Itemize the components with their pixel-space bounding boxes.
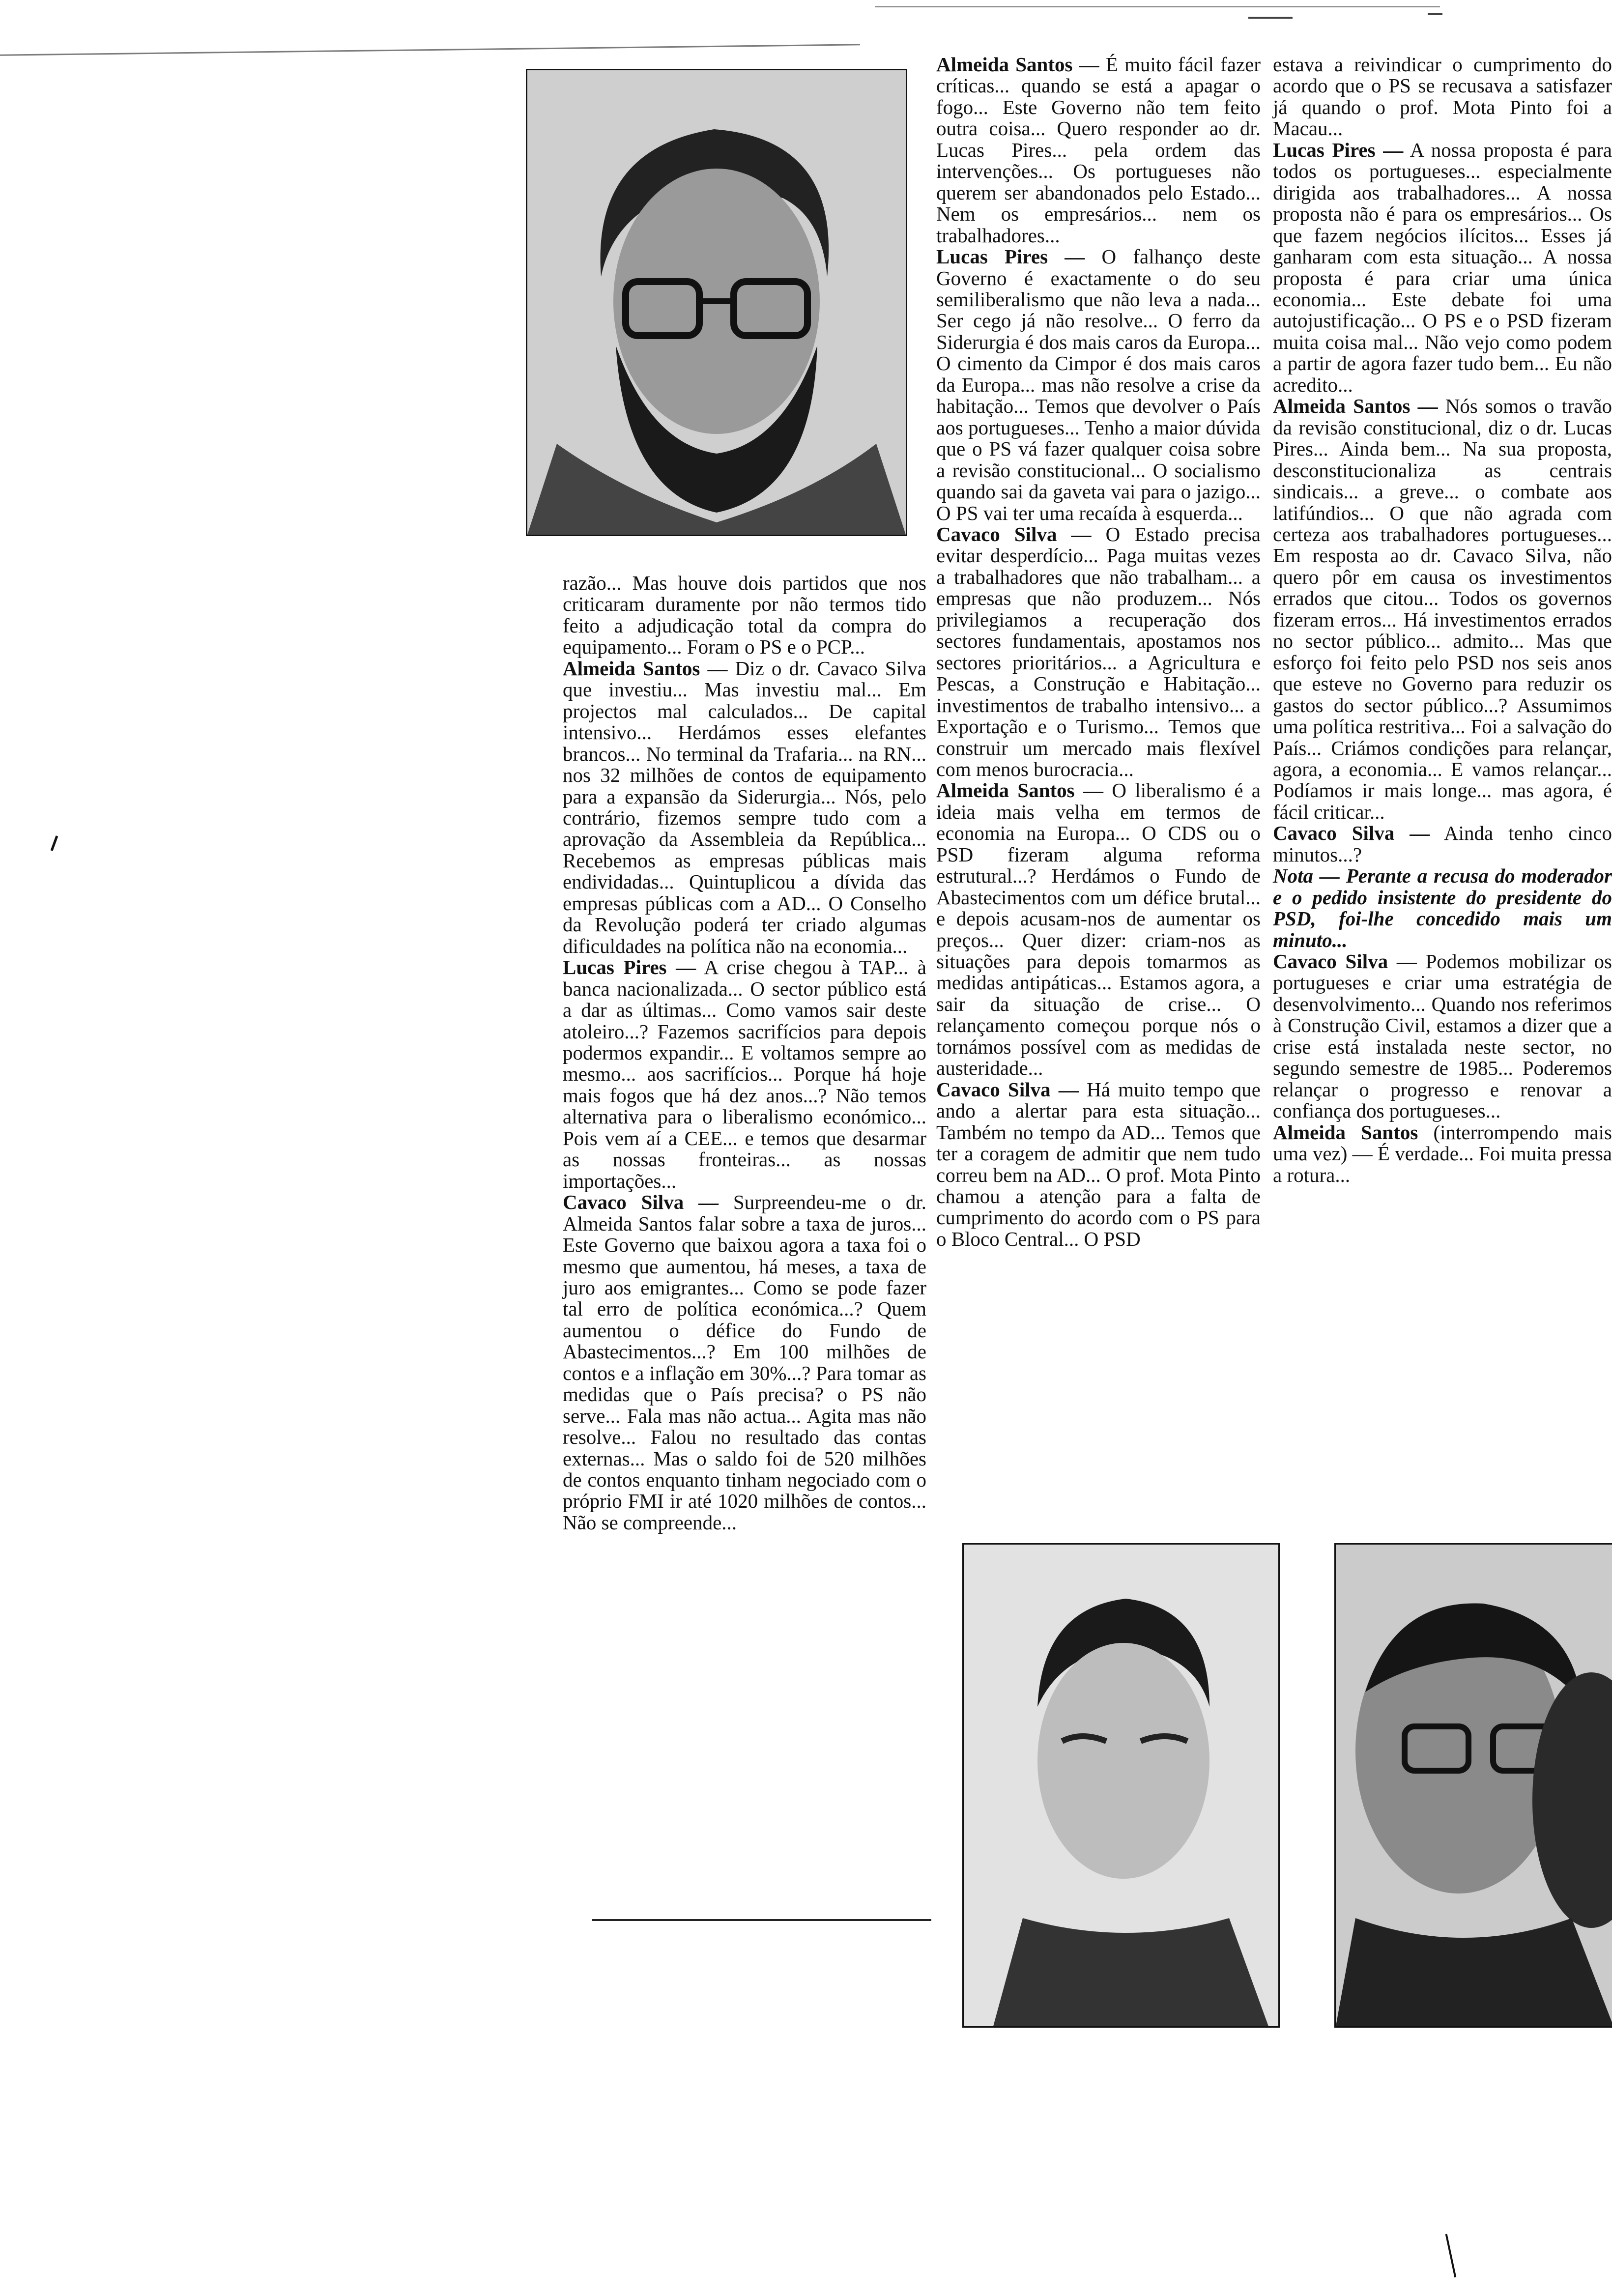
speaker-name: Almeida Santos —	[936, 53, 1099, 76]
article-column-3	[1273, 54, 1612, 1186]
scan-edge-mark	[1428, 13, 1442, 15]
scan-edge-mark	[0, 44, 860, 56]
paragraph-text: A crise chegou à TAP... à banca nacionalizada... O sector público está a dar as últimas... Como vamos sair deste atoleiro...? Fazemos sacrifícios para depois podermos expandir... E voltamos sempre ao mesmo... aos sacrifícios... Porque há hoje mais fogos que há dez anos...? Não temos alternativa para o liberalismo económico... Pois vem aí a CEE... e temos que desarmar as nossas fronteiras... as nossas importações...	[563, 956, 926, 1192]
speaker-name: Cavaco Silva —	[1273, 950, 1417, 973]
portrait-photo-young-man	[962, 1543, 1280, 2028]
paragraph-text: (interrompendo mais uma vez) — É verdade... Foi muita pressa a rotura...	[1273, 1120, 1612, 1186]
paragraph	[936, 524, 1261, 780]
scan-edge-mark	[875, 6, 1440, 7]
article-column-1	[563, 573, 926, 1533]
speaker-name: Lucas Pires —	[1273, 138, 1404, 161]
paragraph: estava a reivindicar o cumprimento do acordo que o PS se recusava a satisfazer já quando o prof. Mota Pinto foi a Macau...	[1273, 53, 1612, 140]
paragraph	[1273, 823, 1612, 865]
paragraph-text: Surpreendeu-me o dr. Almeida Santos falar sobre a taxa de juros... Este Governo que baixou agora a taxa foi o mesmo que aumentou, há meses, a taxa de juro aos emigrantes... Como se pode fazer tal erro de política económica...? Quem aumentou o défice do Fundo de Abastecimentos...? Em 100 milhões de contos e a inflação em 30%...? Para tomar as medidas que o País precisa? o PS não serve... Fala mas não actua... Agita mas não resolve... Falou no resultado das contas externas... Mas o saldo foi de 520 milhões de contos enquanto tinham negociado com o próprio FMI ir até 1020 milhões de contos... Não se compreende...	[563, 1191, 926, 1534]
paragraph-text: Diz o dr. Cavaco Silva que investiu... Mas investiu mal... Em projectos mal calculados... De capital intensivo... Herdámos esses elefantes brancos... No terminal da Trafaria... na RN... nos 32 milhões de contos de equipamento para a expansão da Siderurgia... Nós, pelo contrário, fizemos sempre tudo com a aprovação da Assembleia da República... Recebemos as empresas públicas mais endividadas... Quintuplicou a dívida das empresas públicas com a AD... O Conselho da Revolução poderá ter criado algumas dificuldades na política não na economia...	[563, 657, 927, 957]
speaker-name: Almeida Santos —	[936, 779, 1104, 802]
paragraph-text: Nós somos o travão da revisão constitucional, diz o dr. Lucas Pires... Ainda bem... Na sua proposta, desconstitucionaliza as centrais sindicais... a greve... o combate aos latifúndios... O que não agrada com certeza aos trabalhadores portugueses... Em resposta ao dr. Cavaco Silva, não quero pôr em causa os investimentos errados que citou... Todos os governos fizeram erros... Há investimentos errados no sector público... admito... Mas que esforço foi feito pelo PSD nos seis anos que esteve no Governo para reduzir os gastos do sector público...? Assumimos uma política restritiva... Foi a salvação do País... Criámos condições para relançar, agora, a economia... E vamos relançar... Podíamos ir mais longe... mas agora, é fácil criticar...	[1273, 395, 1612, 823]
speaker-name: Cavaco Silva —	[1273, 822, 1430, 845]
paragraph: razão... Mas houve dois partidos que nos criticaram duramente por não termos tido feito a adjudicação total da compra do equipamento... Foram o PS e o PCP...	[563, 572, 926, 659]
speaker-name: Lucas Pires —	[563, 956, 696, 979]
speaker-name: Cavaco Silva —	[936, 522, 1092, 545]
speaker-name: Cavaco Silva —	[563, 1191, 719, 1214]
article-column-2	[936, 54, 1261, 1250]
paragraph-text: O liberalismo é a ideia mais velha em termos de economia na Europa... O CDS ou o PSD fizeram alguma reforma estrutural...? Herdámos o Fundo de Abastecimentos com um défice brutal... e depois acusam-nos de aumentar os preços... Quer dizer: criam-nos as situações para depois tomarmos as medidas antipáticas... Estamos agora, a sair da situação de crise... O relançamento começou porque nós o tornámos possível com as medidas de austeridade...	[936, 779, 1261, 1080]
paragraph	[936, 246, 1261, 524]
paragraph-text: Há muito tempo que ando a alertar para esta situação... Também no tempo da AD... Temos que ter a coragem de admitir que nem tudo correu bem na AD... O prof. Mota Pinto chamou a atenção para a falta de cumprimento do acordo com o PS para o Bloco Central... O PSD	[936, 1078, 1261, 1250]
paragraph	[1273, 140, 1612, 396]
paragraph	[563, 1192, 926, 1533]
paragraph	[563, 658, 926, 957]
paragraph	[563, 957, 926, 1192]
paragraph	[1273, 1122, 1612, 1186]
paragraph	[936, 780, 1261, 1079]
paragraph	[1273, 951, 1612, 1122]
paragraph-text: O falhanço deste Governo é exactamente o do seu semiliberalismo que não leva a nada... Ser cego já não resolve... O ferro da Siderurgia é dos mais caros da Europa... O cimento da Cimpor é dos mais caros da Europa... mas não resolve a crise da habitação... Temos que devolver o País aos portugueses... Tenho a maior dúvida que o PS vá fazer qualquer coisa sobre a revisão constitucional... O socialismo quando sai da gaveta vai para o jazigo... O PS vai ter uma recaída à esquerda...	[936, 245, 1261, 524]
speaker-name: Almeida Santos	[1273, 1120, 1418, 1144]
paragraph-text: A nossa proposta é para todos os portugueses... especialmente dirigida aos trabalhadores... A nossa proposta não é para os empresários... Os que fazem negócios ilícitos... Esses já ganharam com esta situação... A nossa proposta é para criar uma única economia... Este debate foi uma autojustificação... O PS e o PSD fizeram muita coisa mal... Não vejo como podem a partir de agora fazer tudo bem... Eu não acredito...	[1273, 138, 1612, 396]
speaker-name: Almeida Santos —	[1273, 395, 1438, 418]
paragraph	[936, 1079, 1261, 1250]
paragraph-text: O Estado precisa evitar desperdício... Paga muitas vezes a trabalhadores que não trabalham... a empresas que não produzem... Nós privilegiamos a recuperação dos sectores fundamentais, apostamos nos sectores prioritários... a Agricultura e Pescas, a Construção e Habitação... investimentos de trabalho intensivo... a Exportação e o Turismo... Temos que construir um mercado mais flexível com menos burocracia...	[936, 522, 1261, 780]
speaker-name: Cavaco Silva —	[936, 1078, 1079, 1101]
paragraph	[936, 54, 1261, 246]
paragraph-text: Podemos mobilizar os portugueses e criar uma estratégia de desenvolvimento... Quando nos referimos à Construção Civil, estamos a dizer que a crise está instalada neste sector, no segundo semestre de 1985... Poderemos relançar o progresso e renovar a confiança dos portugueses...	[1273, 950, 1612, 1122]
scan-speck	[51, 835, 58, 851]
paragraph-text: É muito fácil fazer críticas... quando se está a apagar o fogo... Este Governo não tem feito outra coisa... Quero responder ao dr. Lucas Pires... pela ordem das intervenções... Os portugueses não querem ser abandonados pelo Estado... Nem os empresários... nem os trabalhadores...	[936, 53, 1261, 247]
portrait-photo-bearded-man	[526, 69, 907, 536]
column-rule	[592, 1919, 931, 1921]
paragraph	[1273, 396, 1612, 823]
scan-speck	[1445, 2234, 1457, 2278]
editor-note: Nota — Perante a recusa do moderador e o pedido insistente do presidente do PSD, foi-lhe concedido mais um minuto...	[1273, 864, 1612, 951]
portrait-photo-two-men	[1334, 1543, 1612, 2028]
paragraph-text: Ainda tenho cinco minutos...?	[1273, 822, 1612, 866]
scan-edge-mark	[1248, 17, 1293, 19]
speaker-name: Almeida Santos —	[563, 657, 728, 680]
speaker-name: Lucas Pires —	[936, 245, 1085, 268]
